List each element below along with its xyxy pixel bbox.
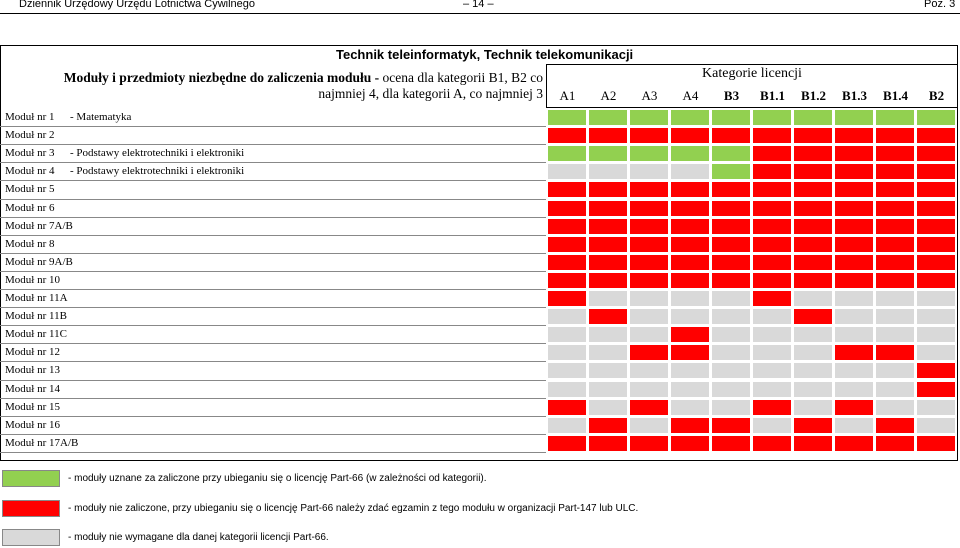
grid-cell xyxy=(752,163,792,180)
grid-cell xyxy=(834,181,874,198)
module-name: Moduł nr 5 xyxy=(5,183,55,196)
row-divider xyxy=(0,126,546,127)
grid-cell xyxy=(711,127,751,144)
module-name: Moduł nr 16 xyxy=(5,418,60,431)
table-row xyxy=(5,310,70,322)
grid-cell xyxy=(670,200,710,217)
grid-cell xyxy=(752,326,792,343)
categories-header: Kategorie licencji xyxy=(702,66,802,81)
grid-cell xyxy=(752,272,792,289)
grid-cell xyxy=(916,272,956,289)
grid-cell xyxy=(670,362,710,379)
module-name: Moduł nr 15 xyxy=(5,400,60,413)
grid-cell xyxy=(916,236,956,253)
row-divider xyxy=(0,325,546,326)
grid-cell xyxy=(916,127,956,144)
grid-cell xyxy=(793,145,833,162)
grid-cell xyxy=(711,417,751,434)
grid-cell xyxy=(588,381,628,398)
grid-cell xyxy=(588,254,628,271)
subtitle-bold: Moduły i przedmioty niezbędne do zaliczenia modułu - xyxy=(63,70,383,85)
grid-cell xyxy=(916,308,956,325)
row-divider xyxy=(0,343,546,344)
grid-cell xyxy=(752,181,792,198)
grid-cell xyxy=(793,254,833,271)
grid-cell xyxy=(752,290,792,307)
grid-cell xyxy=(834,417,874,434)
grid-cell xyxy=(547,308,587,325)
grid-cell xyxy=(588,344,628,361)
grid-cell xyxy=(588,326,628,343)
grid-cell xyxy=(670,381,710,398)
grid-cell xyxy=(752,109,792,126)
grid-cell xyxy=(670,344,710,361)
grid-cell xyxy=(793,381,833,398)
module-name: Moduł nr 14 xyxy=(5,382,60,395)
grid-cell xyxy=(629,308,669,325)
grid-cell xyxy=(547,326,587,343)
grid-cell xyxy=(793,290,833,307)
grid-cell xyxy=(834,272,874,289)
grid-cell xyxy=(670,163,710,180)
grid-cell xyxy=(711,145,751,162)
grid-cell xyxy=(588,290,628,307)
category-label-B3: B3 xyxy=(723,88,740,103)
grid-cell xyxy=(834,344,874,361)
grid-cell xyxy=(547,218,587,235)
grid-cell xyxy=(875,290,915,307)
row-divider xyxy=(0,271,546,272)
grid-cell xyxy=(670,272,710,289)
grid-cell xyxy=(875,236,915,253)
grid-cell xyxy=(547,254,587,271)
row-divider xyxy=(0,289,546,290)
grid-cell xyxy=(834,218,874,235)
grid-cell xyxy=(916,109,956,126)
grid-cell xyxy=(793,399,833,416)
grid-cell xyxy=(711,326,751,343)
grid-cell xyxy=(711,254,751,271)
grid-cell xyxy=(629,326,669,343)
module-subject: - Matematyka xyxy=(70,111,132,123)
grid-cell xyxy=(711,272,751,289)
grid-cell xyxy=(547,417,587,434)
position-number: Poz. 3 xyxy=(924,0,956,10)
grid-cell xyxy=(875,362,915,379)
grid-cell xyxy=(670,326,710,343)
module-name: Moduł nr 11B xyxy=(5,310,67,323)
row-divider xyxy=(0,217,546,218)
grid-cell xyxy=(711,381,751,398)
grid-cell xyxy=(875,326,915,343)
grid-cell xyxy=(834,236,874,253)
row-divider xyxy=(0,452,546,453)
module-name: Moduł nr 17A/B xyxy=(5,436,79,449)
row-divider xyxy=(0,144,546,145)
grid-cell xyxy=(793,417,833,434)
grid-cell xyxy=(670,218,710,235)
table-row xyxy=(5,292,70,304)
table-row xyxy=(5,274,70,286)
legend-swatch-green xyxy=(2,470,60,487)
grid-cell xyxy=(547,381,587,398)
subtitle-normal: ocena dla kategorii B1, B2 co najmniej 4, dla kategorii A, co najmniej 3 xyxy=(318,70,543,101)
legend-text: - moduły nie zaliczone, przy ubieganiu się o licencję Part-66 należy zdać egzamin z tego modułu w organizacji Part-147 lub ULC. xyxy=(68,503,639,514)
grid-cell xyxy=(629,127,669,144)
grid-cell xyxy=(711,290,751,307)
grid-cell xyxy=(916,200,956,217)
grid-cell xyxy=(547,272,587,289)
grid-cell xyxy=(629,381,669,398)
grid-cell xyxy=(670,417,710,434)
table-row xyxy=(5,436,79,449)
grid-cell xyxy=(670,399,710,416)
grid-cell xyxy=(875,435,915,452)
category-label-B1.3: B1.3 xyxy=(842,88,867,103)
grid-cell xyxy=(916,435,956,452)
grid-cell xyxy=(629,181,669,198)
module-name: Moduł nr 13 xyxy=(5,364,60,377)
grid-cell xyxy=(752,362,792,379)
journal-title: Dziennik Urzędowy Urzędu Lotnictwa Cywilnego xyxy=(19,0,255,10)
module-name: Moduł nr 4 xyxy=(5,165,55,178)
table-row xyxy=(5,111,131,123)
grid-cell xyxy=(793,163,833,180)
grid-cell xyxy=(793,181,833,198)
grid-cell xyxy=(711,344,751,361)
grid-cell xyxy=(793,109,833,126)
grid-cell xyxy=(875,127,915,144)
grid-cell xyxy=(629,417,669,434)
grid-cell xyxy=(793,362,833,379)
grid-cell xyxy=(588,417,628,434)
grid-cell xyxy=(547,109,587,126)
grid-cell xyxy=(875,254,915,271)
grid-cell xyxy=(711,236,751,253)
legend-text: - moduły nie wymagane dla danej kategorii licencji Part-66. xyxy=(68,532,329,543)
grid-cell xyxy=(875,344,915,361)
grid-cell xyxy=(793,218,833,235)
grid-cell xyxy=(588,399,628,416)
grid-cell xyxy=(711,399,751,416)
grid-cell xyxy=(752,417,792,434)
header-rule xyxy=(0,13,960,14)
grid-cell xyxy=(547,290,587,307)
module-name: Moduł nr 9A/B xyxy=(5,255,73,268)
grid-cell xyxy=(711,200,751,217)
grid-cell xyxy=(629,236,669,253)
legend-swatch-red xyxy=(2,500,60,517)
grid-cell xyxy=(834,127,874,144)
grid-cell xyxy=(711,181,751,198)
grid-cell xyxy=(588,218,628,235)
table-row xyxy=(5,183,70,195)
grid-cell xyxy=(629,272,669,289)
grid-cell xyxy=(752,200,792,217)
grid-cell xyxy=(875,272,915,289)
grid-cell xyxy=(916,163,956,180)
row-divider xyxy=(0,162,546,163)
grid-cell xyxy=(588,308,628,325)
category-label-A2: A2 xyxy=(600,88,617,103)
category-label-B1.1: B1.1 xyxy=(760,88,785,103)
grid-cell xyxy=(752,435,792,452)
grid-cell xyxy=(588,236,628,253)
grid-cell xyxy=(916,145,956,162)
grid-cell xyxy=(547,236,587,253)
category-label-A3: A3 xyxy=(641,88,658,103)
grid-cell xyxy=(588,145,628,162)
grid-cell xyxy=(916,181,956,198)
grid-cell xyxy=(629,362,669,379)
row-divider xyxy=(0,361,546,362)
table-row xyxy=(5,147,244,159)
grid-cell xyxy=(793,308,833,325)
grid-cell xyxy=(670,308,710,325)
grid-cell xyxy=(834,145,874,162)
page-number: – 14 – xyxy=(463,0,494,10)
page-header xyxy=(0,0,960,12)
grid-cell xyxy=(547,344,587,361)
grid-cell xyxy=(875,218,915,235)
module-subject: - Podstawy elektrotechniki i elektroniki xyxy=(70,165,245,178)
grid-cell xyxy=(752,381,792,398)
grid-cell xyxy=(875,417,915,434)
grid-cell xyxy=(629,344,669,361)
grid-cell xyxy=(834,362,874,379)
grid-cell xyxy=(875,308,915,325)
grid-cell xyxy=(752,127,792,144)
grid-cell xyxy=(793,272,833,289)
category-label-B1.4: B1.4 xyxy=(883,88,908,103)
grid-cell xyxy=(793,200,833,217)
grid-cell xyxy=(629,254,669,271)
row-divider xyxy=(0,180,546,181)
table-row xyxy=(5,255,73,268)
grid-cell xyxy=(834,163,874,180)
table-subtitle xyxy=(18,70,543,102)
category-label-A1: A1 xyxy=(559,88,576,103)
grid-cell xyxy=(629,163,669,180)
grid-cell xyxy=(711,435,751,452)
grid-cell xyxy=(793,236,833,253)
module-name: Moduł nr 1 xyxy=(5,111,55,123)
table-row xyxy=(5,328,70,340)
table-row xyxy=(5,419,70,431)
legend-text: - moduły uznane za zaliczone przy ubieganiu się o licencję Part-66 (w zależności od kategorii). xyxy=(68,473,487,484)
table-row xyxy=(5,202,70,214)
grid-cell xyxy=(547,399,587,416)
table-row xyxy=(5,364,70,376)
grid-cell xyxy=(834,200,874,217)
grid-cell xyxy=(547,163,587,180)
grid-cell xyxy=(629,290,669,307)
grid-cell xyxy=(670,254,710,271)
grid-cell xyxy=(916,218,956,235)
grid-cell xyxy=(752,399,792,416)
grid-cell xyxy=(793,326,833,343)
grid-cell xyxy=(670,109,710,126)
grid-cell xyxy=(670,181,710,198)
grid-cell xyxy=(875,399,915,416)
table-row xyxy=(5,129,70,141)
grid-cell xyxy=(588,163,628,180)
grid-cell xyxy=(629,435,669,452)
row-divider xyxy=(0,434,546,435)
grid-cell xyxy=(629,218,669,235)
grid-cell xyxy=(711,308,751,325)
grid-cell xyxy=(629,200,669,217)
module-name: Moduł nr 10 xyxy=(5,273,60,286)
grid-cell xyxy=(752,308,792,325)
table-row xyxy=(5,165,244,177)
row-divider xyxy=(0,416,546,417)
grid-cell xyxy=(711,109,751,126)
table-title: Technik teleinformatyk, Technik telekomunikacji xyxy=(336,47,634,62)
grid-cell xyxy=(916,399,956,416)
grid-cell xyxy=(875,163,915,180)
grid-cell xyxy=(752,145,792,162)
grid-cell xyxy=(588,200,628,217)
legend-swatch-grey xyxy=(2,529,60,546)
grid-cell xyxy=(670,127,710,144)
grid-cell xyxy=(547,127,587,144)
category-label-A4: A4 xyxy=(682,88,699,103)
grid-cell xyxy=(547,435,587,452)
row-divider xyxy=(0,253,546,254)
grid-cell xyxy=(916,344,956,361)
grid-cell xyxy=(588,109,628,126)
row-divider xyxy=(0,199,546,200)
grid-cell xyxy=(711,218,751,235)
grid-cell xyxy=(547,200,587,217)
grid-cell xyxy=(916,417,956,434)
grid-cell xyxy=(711,163,751,180)
grid-cell xyxy=(670,290,710,307)
grid-cell xyxy=(875,181,915,198)
module-name: Moduł nr 11C xyxy=(5,328,67,341)
row-divider xyxy=(0,235,546,236)
module-name: Moduł nr 2 xyxy=(5,129,55,142)
grid-cell xyxy=(670,145,710,162)
row-divider xyxy=(0,307,546,308)
module-name: Moduł nr 6 xyxy=(5,201,55,214)
grid-cell xyxy=(670,435,710,452)
grid-cell xyxy=(629,399,669,416)
grid-cell xyxy=(752,218,792,235)
module-name: Moduł nr 12 xyxy=(5,346,60,359)
category-label-B2: B2 xyxy=(928,88,945,103)
module-subject: - Podstawy elektrotechniki i elektroniki xyxy=(70,147,245,160)
grid-cell xyxy=(834,435,874,452)
grid-cell xyxy=(588,127,628,144)
grid-cell xyxy=(588,272,628,289)
grid-cell xyxy=(752,344,792,361)
grid-cell xyxy=(752,254,792,271)
grid-cell xyxy=(875,109,915,126)
grid-cell xyxy=(793,344,833,361)
grid-cell xyxy=(588,362,628,379)
grid-cell xyxy=(547,362,587,379)
row-divider xyxy=(0,398,546,399)
grid-cell xyxy=(916,362,956,379)
grid-cell xyxy=(916,254,956,271)
grid-cell xyxy=(875,145,915,162)
grid-cell xyxy=(547,181,587,198)
grid-cell xyxy=(588,435,628,452)
grid-cell xyxy=(834,399,874,416)
grid-cell xyxy=(834,308,874,325)
grid-cell xyxy=(834,381,874,398)
row-divider xyxy=(0,380,546,381)
table-row xyxy=(5,346,70,358)
grid-cell xyxy=(629,145,669,162)
grid-cell xyxy=(834,290,874,307)
grid-cell xyxy=(588,181,628,198)
grid-cell xyxy=(793,127,833,144)
table-row xyxy=(5,401,70,413)
grid-cell xyxy=(834,254,874,271)
category-label-B1.2: B1.2 xyxy=(801,88,826,103)
grid-cell xyxy=(670,236,710,253)
table-row xyxy=(5,238,70,250)
table-row xyxy=(5,219,73,232)
module-name: Moduł nr 11A xyxy=(5,292,68,304)
grid-cell xyxy=(834,326,874,343)
grid-cell xyxy=(834,109,874,126)
grid-cell xyxy=(875,381,915,398)
grid-cell xyxy=(916,326,956,343)
table-row xyxy=(5,383,70,395)
module-name: Moduł nr 3 xyxy=(5,147,55,160)
module-name: Moduł nr 7A/B xyxy=(5,219,73,232)
grid-cell xyxy=(916,381,956,398)
module-name: Moduł nr 8 xyxy=(5,237,55,250)
grid-cell xyxy=(547,145,587,162)
grid-cell xyxy=(793,435,833,452)
grid-cell xyxy=(711,362,751,379)
grid-cell xyxy=(875,200,915,217)
grid-cell xyxy=(629,109,669,126)
grid-cell xyxy=(752,236,792,253)
grid-cell xyxy=(916,290,956,307)
